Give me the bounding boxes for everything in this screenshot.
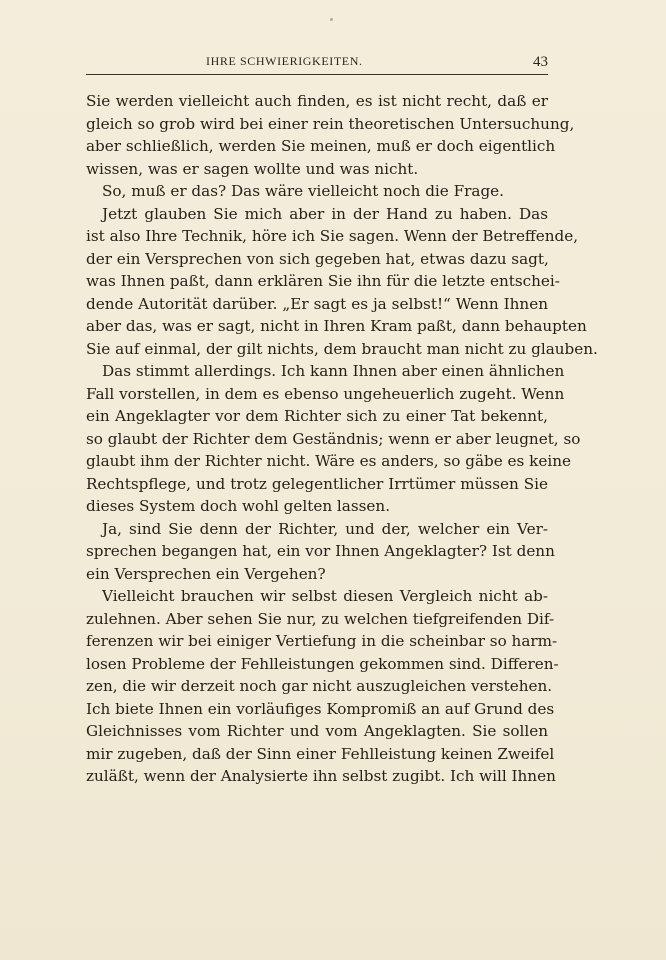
- text-line: Fall vorstellen, in dem es ebenso ungeheuerlich zugeht. Wenn: [86, 384, 565, 403]
- text-line: So, muß er das? Das wäre vielleicht noch die Frage.: [102, 182, 504, 200]
- text-line: Sie auf einmal, der gilt nichts, dem braucht man nicht zu glauben.: [86, 339, 598, 358]
- running-head: [86, 52, 548, 72]
- text-line: sprechen begangen hat, ein vor Ihnen Angeklagter? Ist denn: [86, 542, 555, 560]
- text-line: dieses System doch wohl gelten lassen.: [86, 497, 391, 515]
- text-line: aber schließlich, werden Sie meinen, muß er doch eigentlich: [86, 137, 556, 155]
- text-line: Gleichnisses vom Richter und vom Angeklagten. Sie sollen: [86, 722, 548, 740]
- text-line: gleich so grob wird bei einer rein theoretischen Untersuchung,: [86, 114, 575, 133]
- text-line: Das stimmt allerdings. Ich kann Ihnen aber einen ähnlichen: [102, 362, 565, 380]
- text-line: Vielleicht brauchen wir selbst diesen Vergleich nicht ab-: [102, 587, 548, 605]
- text-line: Ich biete Ihnen ein vorläufiges Kompromiß an auf Grund des: [86, 699, 555, 718]
- paper-speck: [330, 18, 333, 21]
- text-line: wissen, was er sagen wollte und was nicht.: [86, 159, 419, 178]
- text-line: Jetzt glauben Sie mich aber in der Hand zu haben. Das: [102, 204, 548, 223]
- text-line: zuläßt, wenn der Analysierte ihn selbst zugibt. Ich will Ihnen: [86, 767, 556, 785]
- text-line: was Ihnen paßt, dann erklären Sie ihn für die letzte entschei-: [86, 272, 560, 290]
- text-line: ist also Ihre Technik, höre ich Sie sagen. Wenn der Betreffende,: [86, 227, 579, 245]
- text-line: dende Autorität darüber. „Er sagt es ja selbst!“ Wenn Ihnen: [86, 294, 548, 313]
- text-line: glaubt ihm der Richter nicht. Wäre es anders, so gäbe es keine: [86, 452, 571, 470]
- body-text: [86, 90, 598, 788]
- text-line: der ein Versprechen von sich gegeben hat, etwas dazu sagt,: [86, 249, 549, 268]
- text-line: ein Angeklagter vor dem Richter sich zu einer Tat bekennt,: [86, 407, 548, 425]
- text-line: losen Probleme der Fehlleistungen gekommen sind. Differen-: [86, 654, 559, 673]
- text-line: ein Versprechen ein Vergehen?: [86, 564, 326, 583]
- text-line: aber das, was er sagt, nicht in Ihren Kram paßt, dann behaupten: [86, 317, 587, 335]
- text-line: zulehnen. Aber sehen Sie nur, zu welchen tiefgreifenden Dif-: [86, 609, 555, 628]
- text-line: Ja, sind Sie denn der Richter, und der, welcher ein Ver-: [102, 519, 548, 538]
- text-line: ferenzen wir bei einiger Vertiefung in die scheinbar so harm-: [86, 632, 558, 650]
- page-number: 43: [533, 54, 548, 70]
- text-line: so glaubt der Richter dem Geständnis; wenn er aber leugnet, so: [86, 429, 581, 448]
- text-line: mir zugeben, daß der Sinn einer Fehlleistung keinen Zweifel: [86, 744, 555, 763]
- running-title: IHRE SCHWIERIGKEITEN.: [206, 54, 363, 68]
- text-line: Sie werden vielleicht auch finden, es ist nicht recht, daß er: [86, 92, 548, 110]
- text-line: zen, die wir derzeit noch gar nicht auszugleichen verstehen.: [86, 677, 553, 695]
- header-rule: [86, 74, 548, 75]
- text-line: Rechtspflege, und trotz gelegentlicher Irrtümer müssen Sie: [86, 474, 548, 493]
